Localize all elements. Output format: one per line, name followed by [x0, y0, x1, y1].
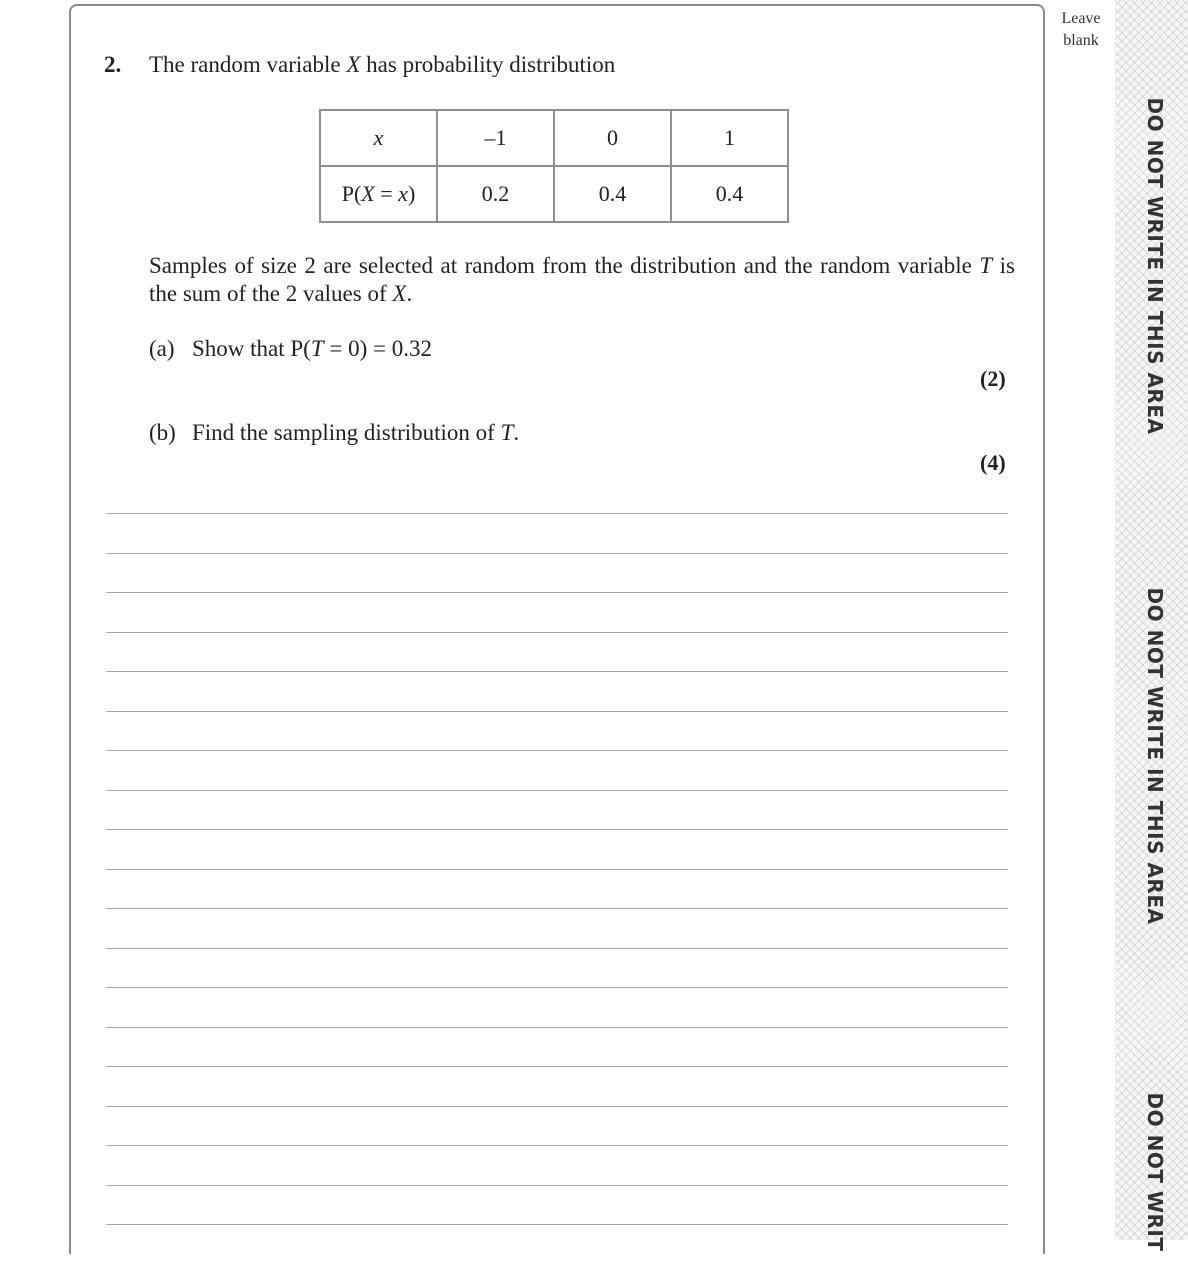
part-a: (a) Show that P(T = 0) = 0.32: [149, 336, 432, 361]
table-row-x: [320, 110, 788, 166]
answer-line[interactable]: [106, 592, 1008, 593]
part-b: (b) Find the sampling distribution of T.: [149, 420, 520, 445]
answer-line[interactable]: [106, 948, 1008, 949]
answer-line[interactable]: [106, 1106, 1008, 1107]
table-cell-probability: 0.4: [554, 166, 671, 222]
answer-line[interactable]: [106, 908, 1008, 909]
answer-line[interactable]: [106, 671, 1008, 672]
answer-line[interactable]: [106, 750, 1008, 751]
answer-line[interactable]: [106, 869, 1008, 870]
table-header-probability: P(X = x): [320, 166, 437, 222]
answer-line[interactable]: [106, 790, 1008, 791]
table-cell-probability: 0.4: [671, 166, 788, 222]
answer-line[interactable]: [106, 513, 1008, 514]
table-row-probability: [320, 166, 788, 222]
question-intro: The random variable X has probability distribution: [149, 52, 616, 77]
question-number: 2.: [104, 52, 122, 77]
answer-line[interactable]: [106, 987, 1008, 988]
table-cell-probability: 0.2: [437, 166, 554, 222]
answer-line[interactable]: [106, 1224, 1008, 1225]
table-cell-x-value: 0: [554, 110, 671, 166]
question-paragraph: Samples of size 2 are selected at random from the distribution and the random variable T is the sum of the 2 values of X.: [149, 253, 1015, 306]
table-header-x: x: [320, 110, 437, 166]
answer-lines: [106, 513, 1008, 1264]
answer-line[interactable]: [106, 632, 1008, 633]
table-cell-x-value: –1: [437, 110, 554, 166]
leave-blank-label: Leave blank: [1061, 10, 1101, 49]
part-b-marks: (4): [980, 450, 1006, 475]
answer-line[interactable]: [106, 1185, 1008, 1186]
do-not-write-warning: DO NOT WRITE IN THIS AREA: [1143, 97, 1167, 435]
answer-line[interactable]: [106, 1066, 1008, 1067]
do-not-write-warning: DO NOT WRITE IN THIS AREA: [1143, 587, 1167, 925]
answer-line[interactable]: [106, 553, 1008, 554]
answer-line[interactable]: [106, 1027, 1008, 1028]
answer-line[interactable]: [106, 711, 1008, 712]
do-not-write-warning-partial: DO NOT WRIT: [1143, 1092, 1167, 1252]
part-a-marks: (2): [980, 366, 1006, 391]
answer-line[interactable]: [106, 1145, 1008, 1146]
answer-line[interactable]: [106, 829, 1008, 830]
probability-distribution-table: [319, 109, 789, 223]
table-cell-x-value: 1: [671, 110, 788, 166]
